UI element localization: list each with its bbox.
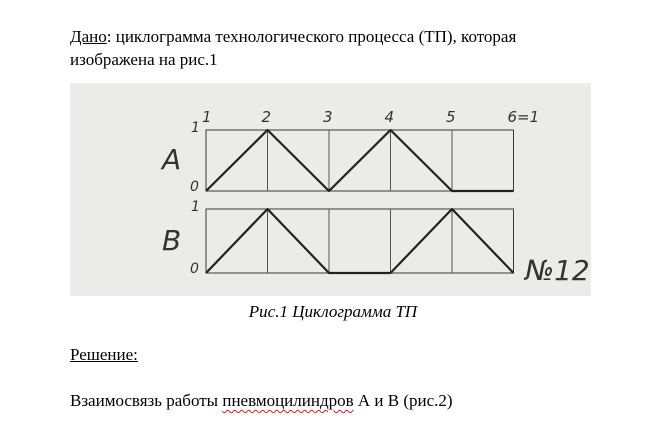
row-frame	[206, 209, 514, 273]
motion-line	[206, 130, 514, 191]
given-text: : циклограмма технологического процесса (ТП), которая	[106, 27, 517, 46]
motion-line	[206, 209, 514, 273]
step-label: 5	[446, 108, 456, 126]
row-b	[162, 199, 514, 277]
figure-caption: Рис.1 Циклограмма ТП	[248, 302, 418, 321]
relation-line	[70, 390, 453, 412]
row-name: A	[162, 143, 182, 176]
step-label: 2	[261, 108, 272, 126]
cyclogram-diagram	[70, 83, 591, 296]
row-bottom-label: 0	[190, 261, 199, 277]
step-label: 6=1	[507, 108, 540, 126]
relation-suffix: А и В (рис.2)	[353, 391, 453, 410]
row-name: B	[162, 224, 182, 257]
row-top-label: 1	[191, 120, 200, 136]
solution-heading: Решение:	[70, 345, 138, 364]
relation-underlined-word: пневмоцилиндров	[222, 391, 354, 410]
row-bottom-label: 0	[190, 179, 199, 195]
given-line-2: изображена на рис.1	[70, 50, 218, 69]
figure-number: №12	[525, 254, 590, 287]
step-labels	[202, 108, 539, 126]
step-label: 1	[202, 108, 212, 126]
row-a	[160, 120, 514, 195]
cyclogram-photo	[70, 83, 591, 296]
given-label: Дано	[70, 27, 107, 46]
row-top-label: 1	[191, 199, 200, 215]
step-label: 3	[323, 108, 333, 126]
given-line	[70, 26, 516, 48]
step-label: 4	[384, 108, 395, 126]
relation-prefix: Взаимосвязь работы	[70, 391, 223, 410]
